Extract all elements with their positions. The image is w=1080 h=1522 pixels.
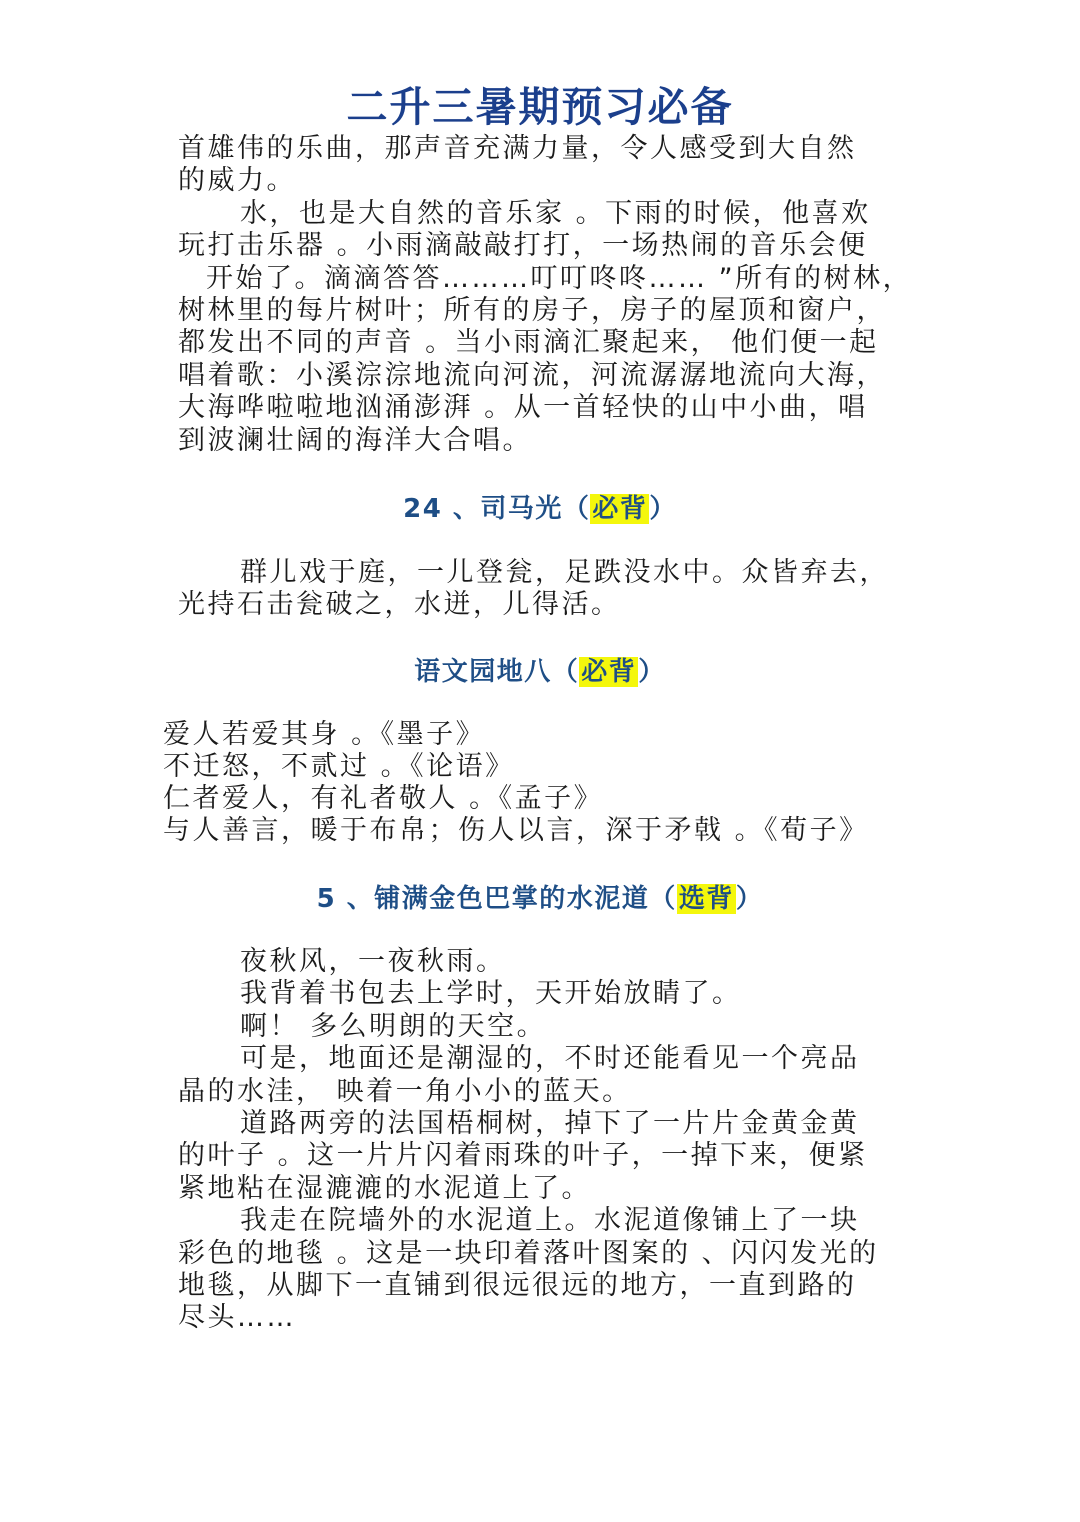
cement-road-passage bbox=[178, 946, 918, 1335]
text-line: 晶的水洼， 映着一角小小的蓝天。 bbox=[178, 1075, 632, 1107]
section-heading-garden-eight bbox=[0, 652, 1080, 692]
text-line: 玩打击乐器 。小雨滴敲敲打打，一场热闹的音乐会便 bbox=[178, 230, 868, 262]
text-line: 的威力。 bbox=[178, 165, 296, 197]
text-line: 唱着歌：小溪淙淙地流向河流，河流潺潺地流向大海， bbox=[178, 359, 886, 391]
text-line: 我走在院墙外的水泥道上。水泥道像铺上了一块 bbox=[240, 1205, 860, 1237]
text-line: 夜秋风，一夜秋雨。 bbox=[240, 946, 506, 977]
intro-passage bbox=[178, 133, 918, 457]
text-line: 的叶子 。这一片片闪着雨珠的叶子，一掉下来，便紧 bbox=[178, 1140, 868, 1172]
page-title: 二升三暑期预习必备 bbox=[346, 83, 734, 131]
text-line: 群儿戏于庭，一儿登瓮，足跌没水中。众皆弃去， bbox=[240, 557, 889, 588]
quote-line: 不迁怒，不贰过 。《论语》 bbox=[163, 751, 515, 782]
text-line: 尽头…… bbox=[178, 1302, 296, 1334]
highlight-badge: 必背 bbox=[592, 494, 648, 524]
text-line: 紧地粘在湿漉漉的水泥道上了。 bbox=[178, 1172, 591, 1204]
quote-line: 仁者爱人，有礼者敬人 。《孟子》 bbox=[163, 783, 604, 814]
text-line: 树林里的每片树叶；所有的房子，房子的屋顶和窗户， bbox=[178, 295, 886, 327]
text-line: 水，也是大自然的音乐家 。下雨的时候，他喜欢 bbox=[240, 197, 871, 229]
quote-line: 爱人若爱其身 。《墨子》 bbox=[163, 719, 486, 750]
text-line: 彩色的地毯 。这是一块印着落叶图案的 、闪闪发光的 bbox=[178, 1237, 879, 1269]
section-heading-sima-guang bbox=[0, 489, 1080, 529]
heading-text: 语文园地八（ bbox=[414, 657, 580, 687]
highlight-badge: 选背 bbox=[678, 884, 734, 914]
text-line: 啊！ 多么明朗的天空。 bbox=[240, 1010, 547, 1042]
heading-text: 24 、司马光（ bbox=[403, 494, 591, 524]
text-line: 我背着书包去上学时，天开始放睛了。 bbox=[240, 978, 742, 1010]
text-line: 首雄伟的乐曲，那声音充满力量，令人感受到大自然 bbox=[178, 133, 857, 164]
text-line: 到波澜壮阔的海洋大合唱。 bbox=[178, 424, 532, 456]
heading-text: 5 、铺满金色巴掌的水泥道（ bbox=[316, 884, 677, 914]
text-line: 可是，地面还是潮湿的，不时还能看见一个亮品 bbox=[240, 1043, 860, 1075]
text-line: 地毯，从脚下一直铺到很远很远的地方，一直到路的 bbox=[178, 1270, 857, 1302]
text-line: 大海哗啦啦地汹涌澎湃 。从一首轻快的山中小曲，唱 bbox=[178, 392, 868, 424]
text-line: 光持石击瓮破之，水迸，儿得活。 bbox=[178, 589, 621, 621]
section-heading-cement-road bbox=[0, 879, 1080, 919]
quotes-list bbox=[163, 719, 943, 847]
quote-line: 与人善言，暖于布帛；伤人以言，深于矛戟 。《荀子》 bbox=[163, 815, 869, 846]
text-line: 都发出不同的声音 。当小雨滴汇聚起来， 他们便一起 bbox=[178, 327, 879, 359]
heading-text: ） bbox=[638, 657, 666, 687]
text-line: 道路两旁的法国梧桐树，掉下了一片片金黄金黄 bbox=[240, 1108, 860, 1140]
text-line: 开始了。滴滴答答………叮叮咚咚…… ”所有的树林， bbox=[206, 262, 913, 294]
highlight-badge: 必背 bbox=[581, 657, 637, 687]
sima-guang-passage bbox=[178, 557, 918, 622]
heading-text: ） bbox=[735, 884, 764, 914]
heading-text: ） bbox=[649, 494, 677, 524]
